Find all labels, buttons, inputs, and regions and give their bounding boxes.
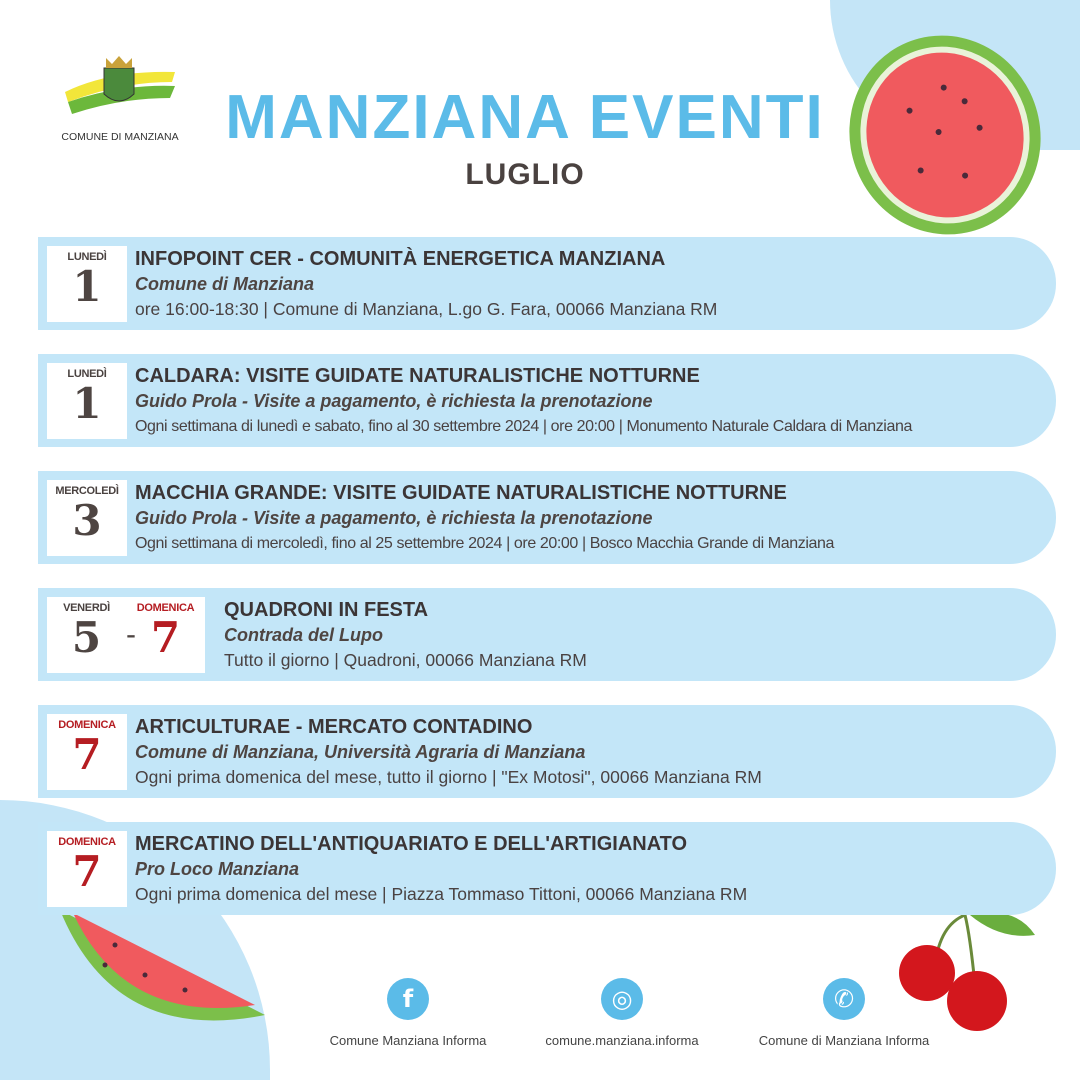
event-organizer: Comune di Manziana <box>135 274 315 294</box>
social-label[interactable]: Comune Manziana Informa <box>329 1033 487 1048</box>
day-of-week: LUNEDÌ <box>67 368 107 380</box>
day-of-week: MERCOLEDÌ <box>55 485 119 497</box>
event-title: ARTICULTURAE - MERCATO CONTADINO <box>135 716 533 738</box>
event-title: INFOPOINT CER - COMUNITÀ ENERGETICA MANZIANA <box>135 248 666 270</box>
date-box: VENERDÌ 5 - DOMENICA 7 <box>47 597 205 673</box>
instagram-icon[interactable]: ◎ <box>601 978 643 1020</box>
social-label[interactable]: Comune di Manziana Informa <box>758 1033 930 1048</box>
month-title: LUGLIO <box>465 158 585 191</box>
day-number: 7 <box>72 847 102 896</box>
date-box <box>47 246 127 322</box>
day-number: 1 <box>72 262 102 311</box>
watermelon-bottom-image <box>55 905 270 1045</box>
day-number: 5 <box>71 613 102 662</box>
facebook-icon[interactable]: f <box>387 978 429 1020</box>
day-number: 7 <box>72 730 102 779</box>
social-link[interactable] <box>512 978 732 1048</box>
date-box <box>47 831 127 907</box>
event-details: Ogni prima domenica del mese, tutto il giorno | "Ex Motosi", 00066 Manziana RM <box>135 767 762 787</box>
day-of-week: DOMENICA <box>58 719 116 731</box>
event-title: CALDARA: VISITE GUIDATE NATURALISTICHE NOTTURNE <box>135 365 700 387</box>
logo-label: COMUNE DI MANZIANA <box>61 131 179 143</box>
social-link[interactable] <box>298 978 518 1048</box>
coat-of-arms-icon <box>60 50 180 120</box>
event-organizer: Guido Prola - Visite a pagamento, è richiesta la prenotazione <box>135 391 653 411</box>
event-card <box>38 822 1056 915</box>
date-box <box>47 363 127 439</box>
social-label[interactable]: comune.manziana.informa <box>545 1033 699 1048</box>
social-link[interactable] <box>734 978 954 1048</box>
event-details: Ogni settimana di lunedì e sabato, fino al 30 settembre 2024 | ore 20:00 | Monumento Naturale Caldara di Manziana <box>135 418 912 435</box>
event-details: ore 16:00-18:30 | Comune di Manziana, L.go G. Fara, 00066 Manziana RM <box>135 299 718 319</box>
watermelon-top-image <box>830 20 1060 250</box>
day-number: 1 <box>72 379 102 428</box>
event-card <box>38 471 1056 564</box>
event-organizer: Guido Prola - Visite a pagamento, è richiesta la prenotazione <box>135 508 653 528</box>
date-box <box>47 480 127 556</box>
date-box <box>47 714 127 790</box>
day-number: 7 <box>150 613 181 662</box>
page-title: MANZIANA EVENTI <box>225 83 825 152</box>
day-of-week: DOMENICA <box>58 836 116 848</box>
event-card <box>38 354 1056 447</box>
event-title: QUADRONI IN FESTA <box>224 599 429 621</box>
event-card <box>38 237 1056 330</box>
event-details: Ogni prima domenica del mese | Piazza Tommaso Tittoni, 00066 Manziana RM <box>135 884 748 904</box>
day-of-week: DOMENICA <box>136 602 195 614</box>
event-title: MERCATINO DELL'ANTIQUARIATO E DELL'ARTIGIANATO <box>135 833 688 855</box>
event-details: Ogni settimana di mercoledì, fino al 25 settembre 2024 | ore 20:00 | Bosco Macchia Grande di Manziana <box>135 535 834 552</box>
day-of-week: LUNEDÌ <box>67 251 107 263</box>
comune-logo <box>50 50 190 143</box>
event-organizer: Comune di Manziana, Università Agraria di Manziana <box>135 742 586 762</box>
event-organizer: Contrada del Lupo <box>224 625 383 645</box>
event-title: MACCHIA GRANDE: VISITE GUIDATE NATURALISTICHE NOTTURNE <box>135 482 787 504</box>
day-of-week: VENERDÌ <box>63 602 110 614</box>
day-number: 3 <box>72 496 102 545</box>
event-card <box>38 588 1056 681</box>
event-card <box>38 705 1056 798</box>
event-details: Tutto il giorno | Quadroni, 00066 Manziana RM <box>224 650 587 670</box>
event-organizer: Pro Loco Manziana <box>135 859 300 879</box>
whatsapp-icon[interactable]: ✆ <box>823 978 865 1020</box>
